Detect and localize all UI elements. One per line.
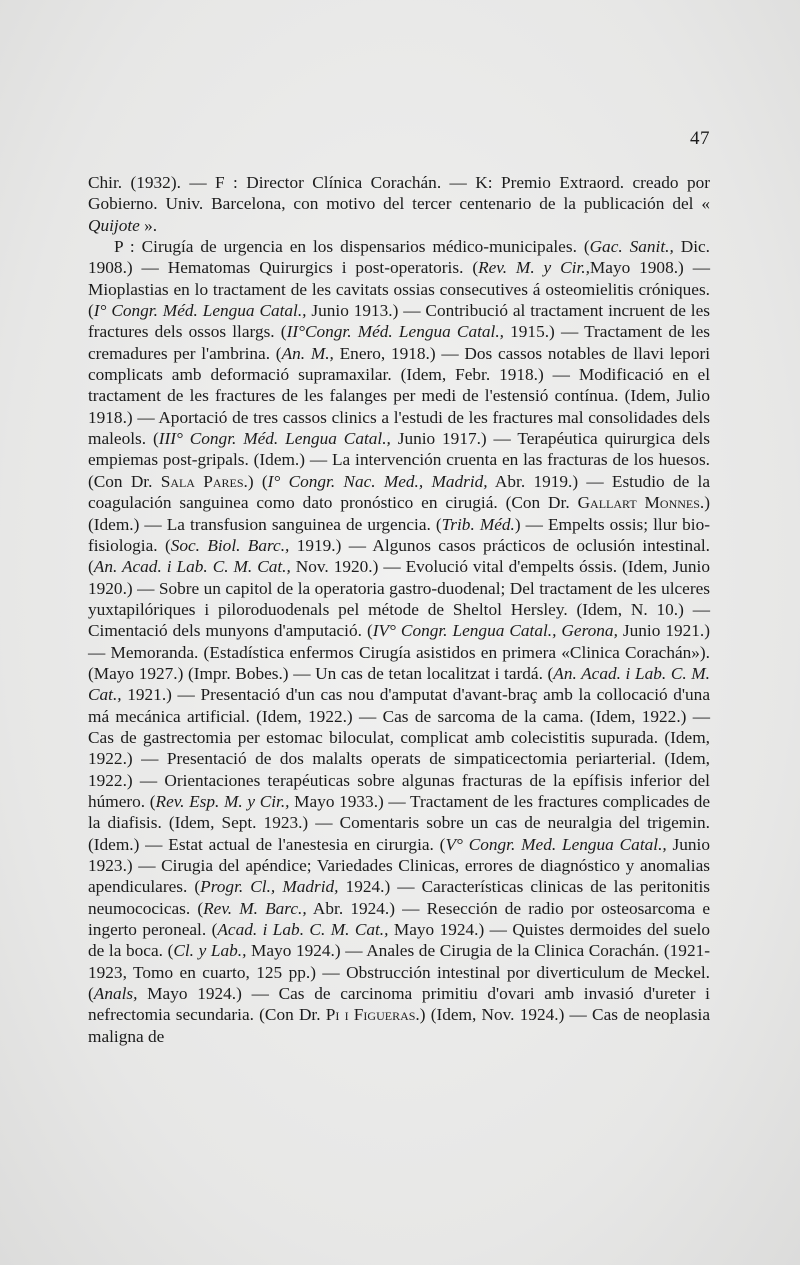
- bibliography-text: [88, 172, 710, 1047]
- text-run: .) (Idem.) — La transfusion sanguinea de urgencia. (: [88, 493, 710, 534]
- text-run: Abr. 1924.) — Resección de radio por osteosarcoma e ingerto peroneal. (: [88, 898, 710, 940]
- citation-source: Cl. y Lab.,: [173, 941, 247, 961]
- text-run: Dic. 1908.) — Hematomas Quirurgics i post-operatoris. (: [88, 237, 710, 278]
- text-run: Mayo 1924.) — Anales de Cirugia de la Clinica Corachán. (1921-1923, Tomo en cuarto, 125 pp.) — Obstrucción intestinal por diverticulum de Meckel. (: [88, 941, 710, 1004]
- bibliography-paragraph: [88, 236, 710, 1047]
- citation-source: Progr. Cl., Madrid,: [200, 877, 339, 897]
- citation-source: An. Acad. i Lab. C. M. Cat.,: [93, 557, 291, 577]
- text-run: P : Cirugía de urgencia en los dispensarios médico-municipales. (: [114, 237, 590, 257]
- citation-source: Soc. Biol. Barc.,: [170, 535, 290, 555]
- text-run: .) (Idem, Nov. 1924.) — Cas de neoplasia maligna de: [88, 1005, 710, 1046]
- text-run: 1915.) — Tractament de les cremadures per l'ambrina. (: [88, 322, 710, 363]
- citation-source: Quijote: [88, 215, 140, 235]
- citation-source: I° Congr. Méd. Lengua Catal.,: [93, 301, 307, 321]
- text-run: Enero, 1918.) — Dos cassos notables de llavi lepori complicats amb deformació supramaxilar. (Idem, Febr. 1918.) — Modificació en el tractament de les fractures de les falanges per medi de l'estensió contínua. (Idem, Julio 1918.) — Aportació de tres cassos clinics a l'estudi de les fractures mal consolidades dels maleols. (: [88, 343, 711, 449]
- citation-source: Rev. M. y Cir.,: [478, 258, 590, 278]
- text-run: Junio 1923.) — Cirugia del apéndice; Variedades Clinicas, errores de diagnóstico y anomalias apendiculares. (: [88, 834, 710, 897]
- text-run: Mayo 1924.) — Cas de carcinoma primitiu d'ovari amb invasió d'ureter i nefrectomia secundaria. (Con Dr.: [88, 984, 710, 1025]
- text-run: 1924.) — Características clinicas de las peritonitis neumococicas. (: [88, 877, 710, 918]
- text-run: Mayo 1933.) — Tractament de les fractures complicades de la diafisis. (Idem, Sept. 1923.) — Comentaris sobre un cas de neuralgia del trigemin. (Idem.) — Estat actual de l'anestesia en cirurgia. (: [88, 791, 711, 854]
- citation-source: V° Congr. Med. Lengua Catal.,: [445, 834, 667, 854]
- text-run: Junio 1913.) — Contribució al tractament incruent de les fractures dels ossos llargs. (: [88, 301, 710, 342]
- text-run: Junio 1917.) — Terapéutica quirurgica dels empiemas post-gripals. (Idem.) — La intervención cruenta en las fracturas de los huesos. (Con Dr.: [88, 429, 710, 491]
- text-run: ) — Empelts ossis; llur bio-fisiologia. (: [88, 514, 710, 555]
- citation-source: IV° Congr. Lengua Catal., Gerona,: [372, 621, 618, 641]
- citation-source: I° Congr. Nac. Med., Madrid,: [267, 471, 488, 491]
- text-run: Chir. (1932). — F : Director Clínica Corachán. — K: Premio Extraord. creado por Gobierno. Univ. Barcelona, con motivo del tercer centenario de la publicación del «: [88, 173, 710, 214]
- text-run: Nov. 1920.) — Evolució vital d'empelts óssis. (Idem, Junio 1920.) — Sobre un capitol de la operatoria gastro-duodenal; Del tractament de les ulceres yuxtapilóriques i piloroduodenals pel métode de Sheltol Hersley. (Idem, N. 10.) — Cimentació dels munyons d'amputació. (: [88, 557, 711, 641]
- citation-source: An. M.,: [281, 343, 334, 363]
- citation-source: Trib. Méd.: [441, 514, 515, 534]
- text-run: Abr. 1919.) — Estudio de la coagulación sanguinea como dato pronóstico en cirugiá. (Con Dr.: [88, 471, 711, 513]
- text-run: .) (: [243, 471, 268, 491]
- bibliography-paragraph: [88, 172, 710, 236]
- citation-source: Anals,: [93, 984, 138, 1004]
- author-name: Pi i Figueras: [325, 1005, 416, 1025]
- citation-source: Gac. Sanit.,: [589, 237, 674, 257]
- author-name: Sala Pares: [160, 471, 244, 491]
- author-name: Gallart Monnes: [577, 493, 700, 513]
- citation-source: Rev. M. Barc.,: [203, 898, 307, 918]
- text-run: ».: [139, 215, 158, 235]
- text-run: Mayo 1908.) — Mioplastias en lo tractament de les cavitats ossias consecutives á osteomielitis cróniques. (: [88, 258, 710, 321]
- citation-source: II°Congr. Méd. Lengua Catal.,: [286, 322, 504, 342]
- text-run: 1919.) — Algunos casos prácticos de oclusión intestinal. (: [88, 535, 710, 577]
- citation-source: Acad. i Lab. C. M. Cat.,: [217, 920, 389, 940]
- citation-source: III° Congr. Méd. Lengua Catal.,: [158, 429, 391, 449]
- page-number: 47: [690, 128, 710, 149]
- text-run: Mayo 1924.) — Quistes dermoides del suelo de la boca. (: [88, 920, 710, 961]
- text-run: Junio 1921.) — Memoranda. (Estadística enfermos Cirugía asistidos en primera «Clinica Corachán»). (Mayo 1927.) (Impr. Bobes.) — Un cas de tetan localitzat i tardá. (: [88, 621, 711, 683]
- citation-source: An. Acad. i Lab. C. M. Cat.,: [88, 663, 710, 705]
- text-run: 1921.) — Presentació d'un cas nou d'amputat d'avant-braç amb la collocació d'una má mecánica artificial. (Idem, 1922.) — Cas de sarcoma de la cama. (Idem, 1922.) — Cas de gastrectomia per estomac biloculat, complicat amb colecistitis supurada. (Idem, 1922.) — Presentació de dos malalts operats de simpaticectomia periarterial. (Idem, 1922.) — Orientaciones terapéuticas sobre algunas fracturas de la epífisis inferior del húmero. (: [88, 685, 710, 811]
- citation-source: Rev. Esp. M. y Cir.,: [155, 791, 290, 811]
